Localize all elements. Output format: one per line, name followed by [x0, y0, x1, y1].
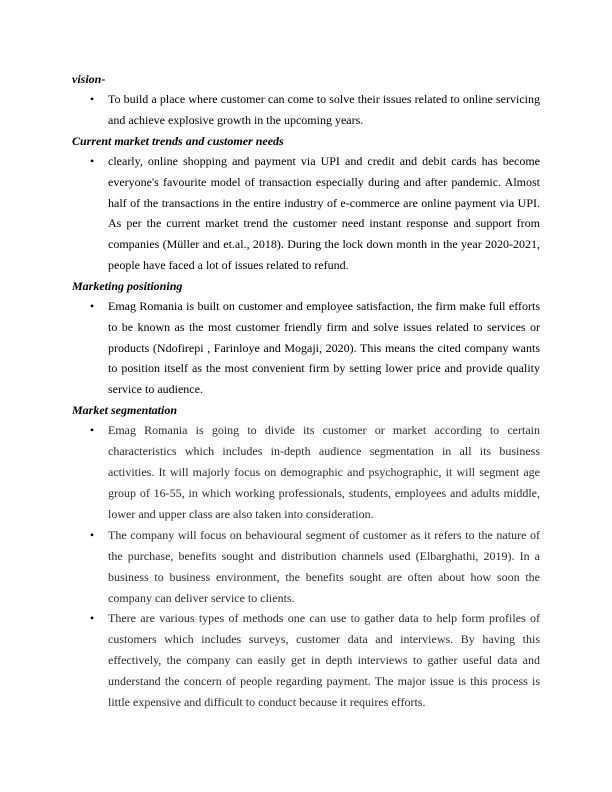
- trends-paragraph: clearly, online shopping and payment via UPI and credit and debit cards has become everyone's favourite model of transaction especially during and after pandemic. Almost half of the transactions in the entire industry of e-commerce are online payment via UPI. As per the current market trend the customer need instant response and support from companies (Müller and et.al., 2018). During the lock down month in the year 2020-2021, people have faced a lot of issues related to refund.: [108, 154, 540, 272]
- positioning-heading: Marketing positioning: [72, 279, 183, 293]
- bullet-marker: •: [89, 611, 95, 625]
- segmentation-paragraph-3: There are various types of methods one can use to gather data to help form profiles of customers which includes surveys, customer data and interviews. By having this effectively, the company can easily get in depth interviews to gather useful data and understand the concern of people regarding payment. The major issue is this process is little expensive and difficult to conduct because it requires efforts.: [108, 611, 540, 709]
- trends-heading: Current market trends and customer needs: [72, 134, 284, 148]
- positioning-paragraph: Emag Romania is built on customer and employee satisfaction, the firm make full efforts to be known as the most customer friendly firm and solve issues related to services or products (Ndofirepi , Farinloye and Mogaji, 2020). This means the cited company wants to position itself as the most convenient firm by setting lower price and provide quality service to audience.: [108, 299, 540, 397]
- bullet-marker: •: [89, 154, 95, 168]
- segmentation-heading: Market segmentation: [72, 403, 178, 417]
- bullet-marker: •: [89, 299, 95, 313]
- vision-paragraph: To build a place where customer can come to solve their issues related to online servicing and achieve explosive growth in the upcoming years.: [108, 92, 540, 127]
- bullet-marker: •: [89, 528, 95, 542]
- vision-heading: vision-: [72, 72, 106, 86]
- segmentation-paragraph-1: Emag Romania is going to divide its customer or market according to certain characteristics which includes in-depth audience segmentation in all its business activities. It will majorly focus on demographic and psychographic, it will segment age group of 16-55, in which working professionals, students, employees and adults middle, lower and upper class are also taken into consideration.: [108, 423, 540, 521]
- bullet-marker: •: [89, 92, 95, 106]
- bullet-marker: •: [89, 423, 95, 437]
- segmentation-paragraph-2: The company will focus on behavioural segment of customer as it refers to the nature of the purchase, benefits sought and distribution channels used (Elbarghathi, 2019). In a business to business environment, the benefits sought are often about how soon the company can deliver service to clients.: [108, 528, 540, 605]
